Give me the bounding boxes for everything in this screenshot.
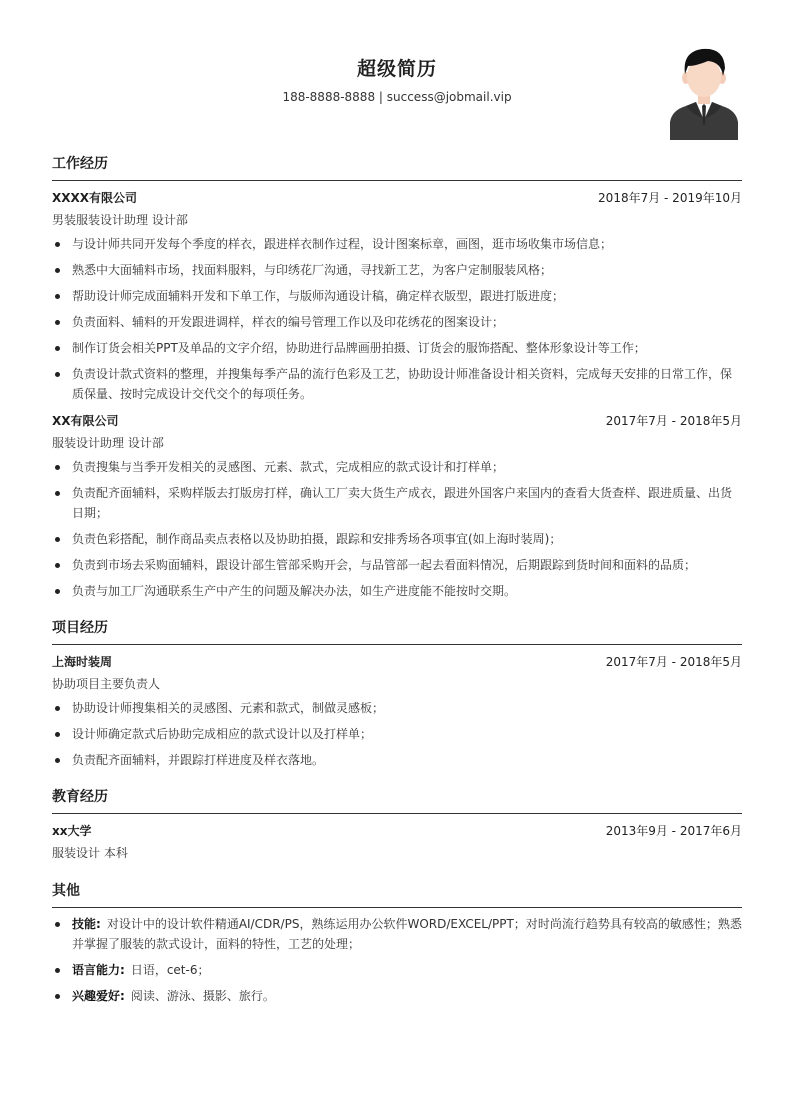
item-label: 技能: (72, 917, 101, 931)
entry-role: 男装服装设计助理 设计部 (52, 213, 188, 227)
section-title: 工作经历 (52, 153, 742, 181)
other-list (52, 914, 742, 1006)
duty-list (52, 698, 742, 770)
list-item: 协助设计师搜集相关的灵感图、元素和款式，制做灵感板； (52, 698, 742, 718)
list-item: 负责配齐面辅料，采购样版去打版房打样，确认工厂卖大货生产成衣，跟进外国客户来国内的查看大货查样、跟进质量、出货日期； (52, 483, 742, 523)
entry-header (52, 187, 742, 209)
education-entry (52, 820, 742, 864)
list-item (52, 914, 742, 954)
avatar (668, 44, 740, 140)
duty-list (52, 457, 742, 601)
resume-content (52, 153, 742, 1022)
list-item: 设计师确定款式后协助完成相应的款式设计以及打样单； (52, 724, 742, 744)
list-item: 帮助设计师完成面辅料开发和下单工作，与版师沟通设计稿，确定样衣版型，跟进打版进度； (52, 286, 742, 306)
section-title: 项目经历 (52, 617, 742, 645)
company-name: XX有限公司 (52, 414, 119, 428)
project-name: 上海时装周 (52, 655, 113, 669)
entry-date: 2017年7月 - 2018年5月 (605, 655, 742, 669)
list-item: 负责搜集与当季开发相关的灵感图、元素、款式，完成相应的款式设计和打样单； (52, 457, 742, 477)
list-item (52, 986, 742, 1006)
school-name: xx大学 (52, 824, 92, 838)
item-text: 对设计中的设计软件精通AI/CDR/PS，熟练运用办公软件WORD/EXCEL/PPT；对时尚流行趋势具有较高的敏感性；熟悉并掌握了服装的款式设计，面料的特性，工艺的处理； (72, 917, 742, 951)
list-item: 负责色彩搭配，制作商品卖点表格以及协助拍摄，跟踪和安排秀场各项事宜(如上海时装周)； (52, 529, 742, 549)
list-item: 熟悉中大面辅料市场，找面料服料，与印绣花厂沟通，寻找新工艺，为客户定制服装风格； (52, 260, 742, 280)
other-section (52, 880, 742, 1006)
section-title: 其他 (52, 880, 742, 908)
list-item: 负责面料、辅料的开发跟进调样，样衣的编号管理工作以及印花绣花的图案设计； (52, 312, 742, 332)
work-section (52, 153, 742, 601)
entry-header (52, 651, 742, 673)
list-item: 负责配齐面辅料，并跟踪打样进度及样衣落地。 (52, 750, 742, 770)
resume-name: 超级简历 (356, 58, 437, 80)
project-entry (52, 651, 742, 770)
company-name: XXXX有限公司 (52, 191, 138, 205)
list-item (52, 960, 742, 980)
entry-date: 2013年9月 - 2017年6月 (605, 824, 742, 838)
list-item: 与设计师共同开发每个季度的样衣，跟进样衣制作过程，设计图案标章，画图，逛市场收集市场信息； (52, 234, 742, 254)
list-item: 负责设计款式资料的整理，并搜集每季产品的流行色彩及工艺，协助设计师准备设计相关资料，完成每天安排的日常工作，保质保量、按时完成设计交代交个的每项任务。 (52, 364, 742, 404)
entry-role: 服装设计 本科 (52, 846, 128, 860)
item-label: 兴趣爱好: (72, 989, 125, 1003)
item-text: 阅读、游泳、摄影、旅行。 (130, 989, 275, 1003)
work-entry (52, 410, 742, 601)
contact-info: 188-8888-8888 | success@jobmail.vip (282, 90, 512, 104)
entry-date: 2018年7月 - 2019年10月 (598, 191, 742, 205)
education-section (52, 786, 742, 864)
list-item: 负责与加工厂沟通联系生产中产生的问题及解决办法，如生产进度能不能按时交期。 (52, 581, 742, 601)
duty-list (52, 234, 742, 404)
project-section (52, 617, 742, 770)
item-text: 日语，cet-6； (130, 963, 210, 977)
list-item: 制作订货会相关PPT及单品的文字介绍，协助进行品牌画册拍摄、订货会的服饰搭配、整体形象设计等工作； (52, 338, 742, 358)
work-entry (52, 187, 742, 404)
entry-role: 服装设计助理 设计部 (52, 436, 164, 450)
entry-header (52, 410, 742, 432)
section-title: 教育经历 (52, 786, 742, 814)
list-item: 负责到市场去采购面辅料，跟设计部生管部采购开会，与品管部一起去看面料情况，后期跟踪到货时间和面料的品质； (52, 555, 742, 575)
entry-role: 协助项目主要负责人 (52, 677, 161, 691)
entry-date: 2017年7月 - 2018年5月 (605, 414, 742, 428)
item-label: 语言能力: (72, 963, 125, 977)
entry-header (52, 820, 742, 842)
